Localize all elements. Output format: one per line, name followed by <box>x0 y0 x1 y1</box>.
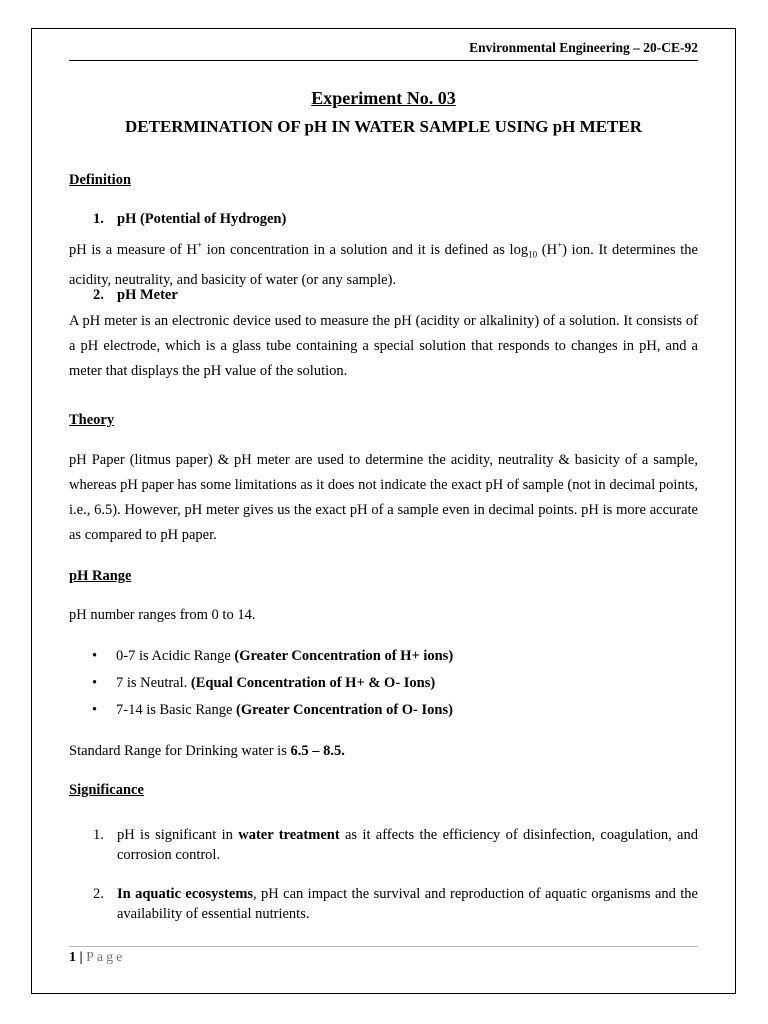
bold-text: In aquatic ecosystems <box>117 886 254 902</box>
text-run: , pH can impact the survival and reproduction of aquatic organisms and the availability of essential nutrients. <box>117 886 698 922</box>
theory-heading: Theory <box>69 412 115 428</box>
course-label: Environmental Engineering – 20-CE-92 <box>469 40 698 55</box>
text-run: Standard Range for Drinking water is <box>69 743 291 759</box>
definition-item-2-text: A pH meter is an electronic device used to measure the pH (acidity or alkalinity) of a solution. It consists of a pH electrode, which is a glass tube containing a special solution that responds to changes in pH, and a meter that displays the pH value of the solution. <box>69 313 698 379</box>
item-title: pH Meter <box>117 287 178 303</box>
text-run: pH is significant in <box>117 827 239 843</box>
bullet-icon: • <box>92 702 98 718</box>
item-title: pH (Potential of Hydrogen) <box>117 211 287 227</box>
text-run: as it affects the efficiency of disinfection, coagulation, and corrosion control. <box>117 827 698 863</box>
significance-heading: Significance <box>69 782 144 798</box>
item-number: 2. <box>93 886 104 902</box>
text-run: ) ion. It determines the acidity, neutrality, and basicity of water (or any sample). <box>69 241 698 288</box>
bullet-text: 7 is Neutral. <box>116 675 191 691</box>
ph-range-bullet <box>92 648 453 665</box>
superscript: + <box>557 240 563 250</box>
bold-text: water treatment <box>238 827 340 843</box>
definition-item-1-heading <box>93 211 286 228</box>
bullet-text: 7-14 is Basic Range <box>116 702 237 718</box>
significance-item-1 <box>93 825 698 865</box>
item-number: 1. <box>93 211 104 227</box>
bullet-bold-text: (Greater Concentration of O- Ions) <box>236 702 453 718</box>
ph-range-intro: pH number ranges from 0 to 14. <box>69 607 256 623</box>
item-text <box>117 884 698 924</box>
standard-range-value: 6.5 – 8.5. <box>290 743 345 759</box>
experiment-number: Experiment No. 03 <box>311 88 456 108</box>
footer-separator: | <box>76 950 87 965</box>
item-text <box>117 825 698 865</box>
footer-divider <box>69 946 698 947</box>
superscript: + <box>197 240 203 250</box>
definition-heading: Definition <box>69 172 132 188</box>
page-header <box>69 40 698 61</box>
text-run: pH is a measure of H <box>69 241 198 258</box>
bullet-bold-text: (Equal Concentration of H+ & O- Ions) <box>190 675 436 691</box>
page-label: Page <box>86 950 126 965</box>
definition-item-1-text <box>69 233 698 293</box>
bullet-icon: • <box>92 648 98 664</box>
text-run: (H <box>537 241 558 258</box>
item-number: 2. <box>93 287 104 303</box>
document-title: DETERMINATION OF pH IN WATER SAMPLE USING pH METER <box>124 117 642 136</box>
ph-range-bullet <box>92 675 435 692</box>
significance-item-2 <box>93 884 698 924</box>
standard-range <box>69 739 698 764</box>
subscript: 10 <box>528 249 538 260</box>
bullet-icon: • <box>92 675 98 691</box>
ph-range-bullet <box>92 702 453 719</box>
bullet-text: 0-7 is Acidic Range <box>116 648 235 664</box>
theory-text: pH Paper (litmus paper) & pH meter are used to determine the acidity, neutrality & basicity of a sample, whereas pH paper has some limitations as it does not indicate the exact pH of sample (not in decimal points, i.e., 6.5). However, pH meter gives us the exact pH of a sample even in decimal points. pH is more accurate as compared to pH paper. <box>69 452 698 543</box>
page-number: 1 <box>69 950 76 965</box>
bullet-bold-text: (Greater Concentration of H+ ions) <box>234 648 454 664</box>
item-number: 1. <box>93 827 104 843</box>
definition-item-2-heading <box>93 287 178 304</box>
page-footer <box>69 950 125 966</box>
ph-range-heading: pH Range <box>69 568 132 584</box>
text-run: ion concentration in a solution and it is defined as log <box>202 241 529 258</box>
